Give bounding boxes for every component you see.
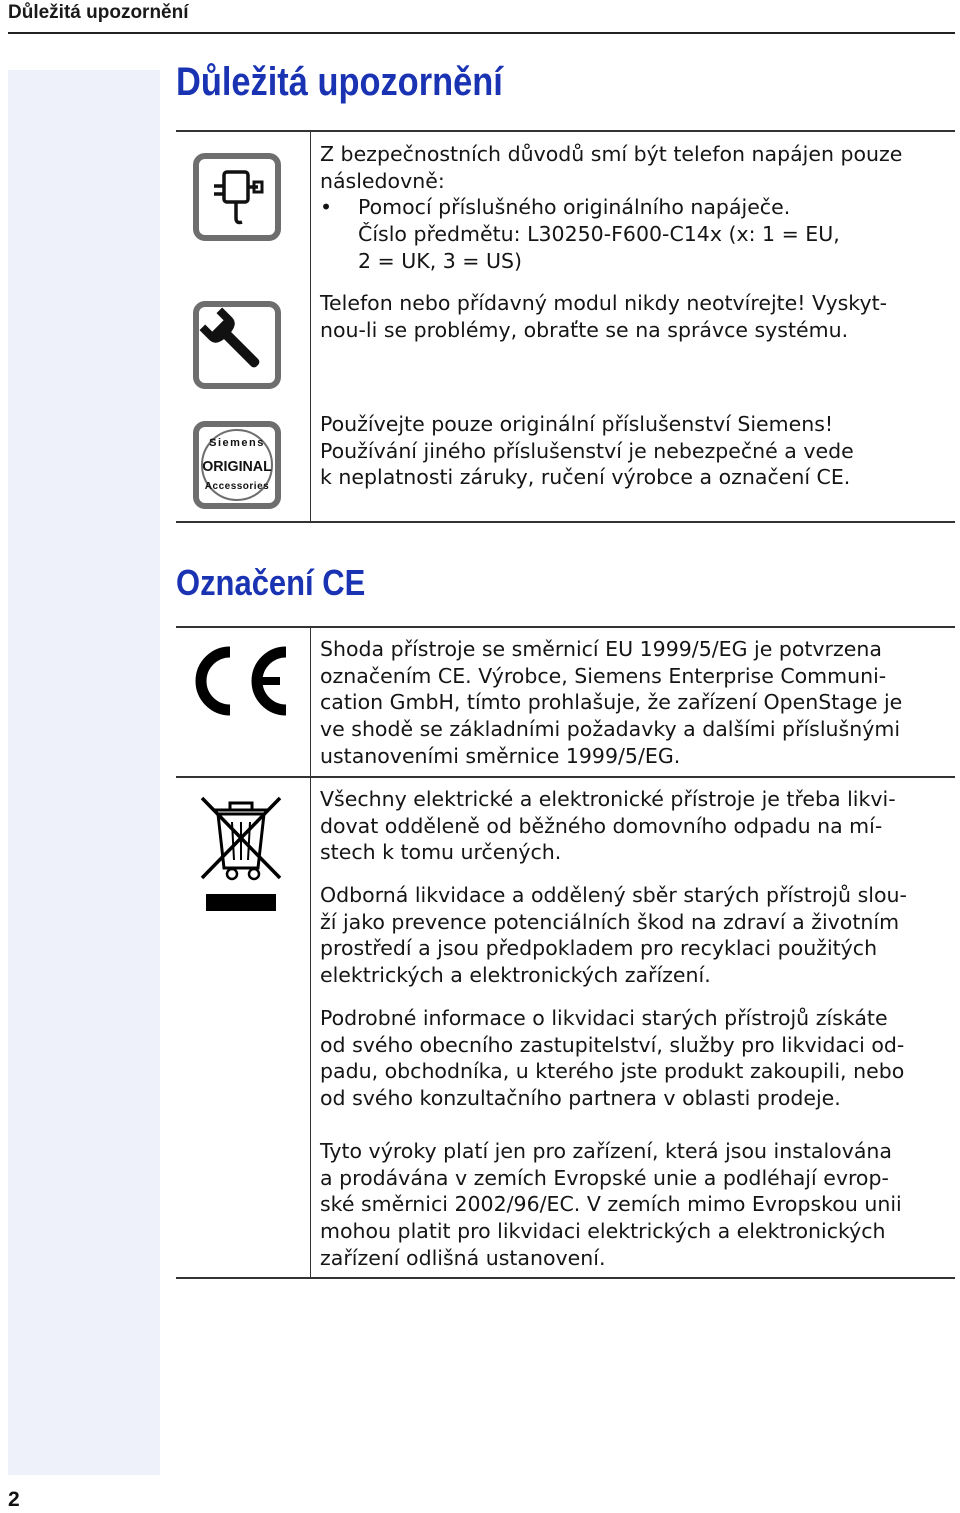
power-intro-line: následovně: — [320, 168, 445, 193]
table-rule — [176, 130, 955, 132]
page-number: 2 — [8, 1488, 20, 1511]
text-line: Podrobné informace o likvidaci starých přístrojů získáte — [320, 1006, 888, 1030]
weee-paragraph-3 — [320, 1005, 948, 1112]
ce-declaration-text — [320, 636, 948, 770]
text-line: Shoda přístroje se směrnicí EU 1999/5/EG je potvrzena — [320, 637, 882, 661]
text-line: Používejte pouze originální příslušenství Siemens! — [320, 412, 834, 436]
weee-crossed-bin-icon — [196, 790, 286, 915]
header-rule — [8, 32, 955, 34]
bullet-line: Číslo předmětu: L30250-F600-C14x (x: 1 = EU, — [358, 222, 840, 247]
text-line: ské směrnici 2002/96/EC. V zemích mimo Evropskou unii — [320, 1192, 902, 1217]
text-line: od svého konzultačního partnera v oblasti prodeje. — [320, 1086, 841, 1111]
power-supply-text — [320, 141, 948, 275]
wrench-icon — [192, 300, 282, 390]
column-divider — [310, 131, 311, 522]
section-title-important: Důležitá upozornění — [176, 60, 503, 104]
text-line: a prodávána v zemích Evropské unie a podléhají evrop- — [320, 1165, 889, 1190]
ce-mark-icon — [182, 643, 292, 719]
text-line: Tyto výroky platí jen pro zařízení, která jsou instalována — [320, 1139, 892, 1163]
column-divider — [310, 627, 311, 1278]
side-band — [8, 70, 160, 1475]
bullet-line: 2 = UK, 3 = US) — [358, 248, 522, 273]
text-line: nou-li se problémy, obraťte se na správce systému. — [320, 317, 849, 342]
text-line: Odborná likvidace a oddělený sběr starých přístrojů slou- — [320, 883, 907, 907]
text-line: označením CE. Výrobce, Siemens Enterprise Communi- — [320, 663, 887, 688]
weee-paragraph-4 — [320, 1138, 948, 1272]
logo-accessories-text: Accessories — [204, 481, 270, 492]
bullet-line: Pomocí příslušného originálního napáječe. — [358, 195, 791, 220]
logo-siemens-text: Siemens — [209, 437, 265, 449]
text-line: Všechny elektrické a elektronické přístroje je třeba likvi- — [320, 787, 896, 811]
bullet-text — [358, 194, 840, 274]
original-accessories-icon — [192, 420, 282, 510]
running-header: Důležitá upozornění — [8, 2, 189, 23]
text-line: zařízení odlišná ustanovení. — [320, 1245, 606, 1270]
table-rule — [176, 521, 955, 523]
text-line: ustanoveními směrnice 1999/5/EG. — [320, 743, 681, 768]
text-line: prostředí a jsou předpokladem pro recyklaci použitých — [320, 936, 878, 961]
text-line: od svého obecního zastupitelství, služby pro likvidaci od- — [320, 1032, 905, 1057]
section-title-ce: Označení CE — [176, 562, 366, 603]
text-line: k neplatnosti záruky, ručení výrobce a označení CE. — [320, 465, 851, 490]
bullet-marker: • — [320, 195, 333, 220]
text-line: Telefon nebo přídavný modul nikdy neotvírejte! Vyskyt- — [320, 291, 888, 315]
text-line: cation GmbH, tímto prohlašuje, že zařízení OpenStage je — [320, 690, 903, 715]
power-intro-line: Z bezpečnostních důvodů smí být telefon napájen pouze — [320, 142, 903, 166]
table-rule — [176, 1277, 955, 1279]
text-line: padu, obchodníka, u kterého jste produkt zakoupili, nebo — [320, 1059, 905, 1084]
table-rule — [176, 626, 955, 628]
text-line: Používání jiného příslušenství je nebezpečné a vede — [320, 438, 854, 463]
tools-text — [320, 290, 948, 343]
bullet-item — [320, 194, 948, 274]
text-line: stech k tomu určených. — [320, 840, 562, 865]
power-supply-icon — [192, 152, 282, 242]
table-rule — [176, 776, 955, 778]
text-line: dovat odděleně od běžného domovního odpadu na mí- — [320, 813, 883, 838]
weee-paragraph-1 — [320, 786, 948, 866]
text-line: elektrických a elektronických zařízení. — [320, 963, 711, 988]
text-line: ve shodě se základními požadavky a dalšími příslušnými — [320, 717, 901, 742]
accessories-text — [320, 411, 948, 491]
text-line: ží jako prevence potenciálních škod na zdraví a životním — [320, 909, 900, 934]
logo-original-text: ORIGINAL — [202, 458, 272, 476]
weee-paragraph-2 — [320, 882, 948, 989]
text-line: mohou platit pro likvidaci elektrických a elektronických — [320, 1219, 886, 1244]
